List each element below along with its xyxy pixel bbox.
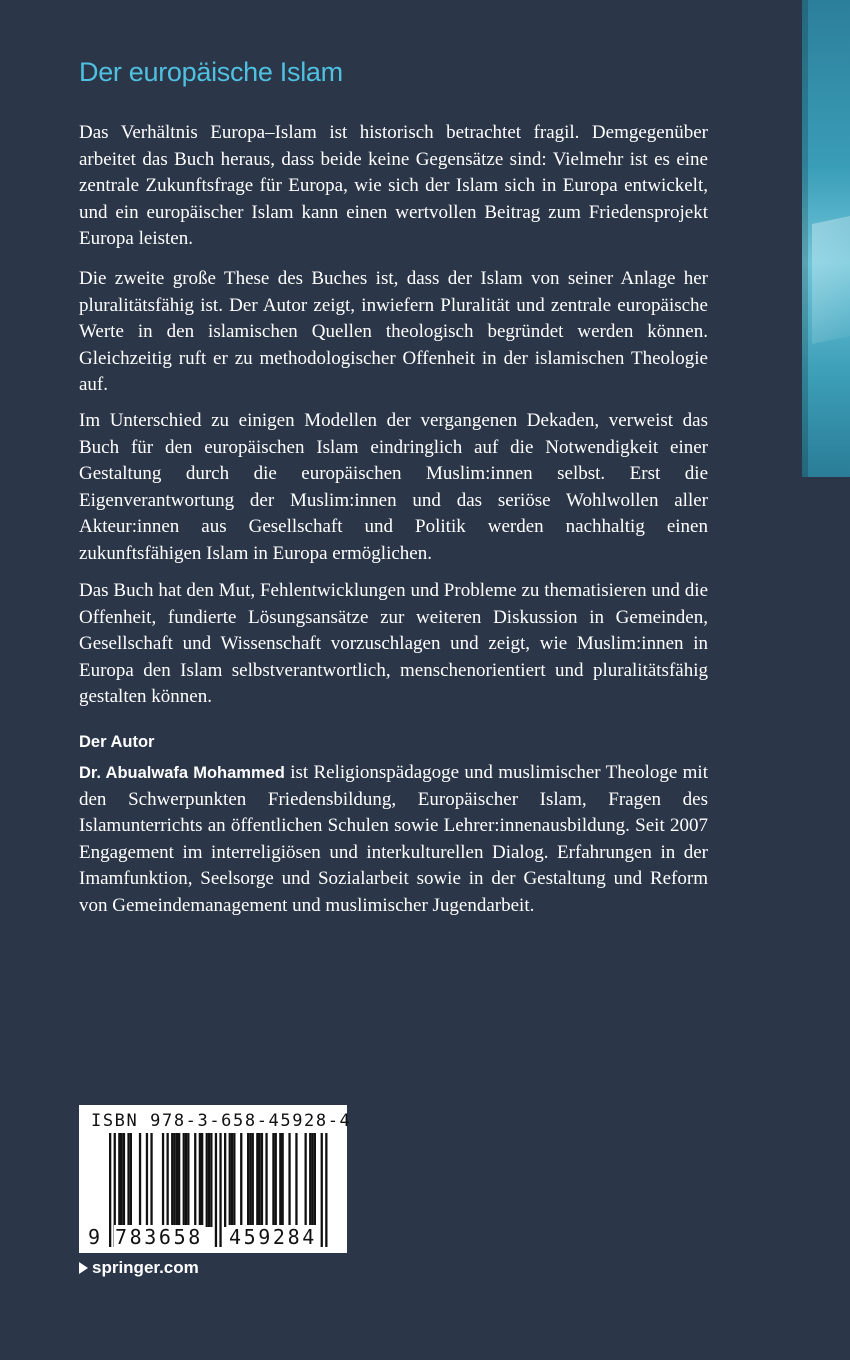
barcode-bar <box>249 1133 251 1227</box>
barcode-bar <box>194 1133 196 1227</box>
blurb-paragraph-2: Die zweite große These des Buches ist, dass der Islam von seiner Anlage her pluralitätsfähig ist. Der Autor zeigt, inwiefern Pluralität und zentrale europäische Werte in den islamischen Quellen theologisch begründet werden können. Gleichzeitig ruft er zu methodologischer Offenheit in der islamischen Theologie auf. <box>79 268 708 395</box>
barcode-bar <box>183 1133 185 1227</box>
blurb-paragraph-1: Das Verhältnis Europa–Islam ist historisch betrachtet fragil. Demgegenüber arbeitet das Buch heraus, dass beide keine Gegensätze sind: Vielmehr ist es eine zentrale Zukunftsfrage für Europa, wie sich der Islam sich in Europa entwickelt, und ein europäischer Islam kann einen wertvollen Beitrag zum Friedensprojekt Europa leisten. <box>79 122 708 249</box>
author-section-heading: Der Autor <box>79 733 155 751</box>
barcode-bar <box>231 1133 233 1227</box>
barcode-bar <box>311 1133 313 1227</box>
barcode-bar <box>178 1133 180 1227</box>
barcode-bar <box>229 1133 231 1227</box>
barcode-bar <box>199 1133 201 1227</box>
isbn-barcode <box>79 1105 352 1253</box>
barcode-digits-right: 459284 <box>229 1225 317 1249</box>
barcode-bar <box>309 1133 311 1227</box>
book-title: Der europäische Islam <box>79 57 343 87</box>
barcode-bar <box>240 1133 242 1227</box>
blurb-paragraph-4: Das Buch hat den Mut, Fehlentwicklungen und Probleme zu thematisieren und die Offenheit, fundierte Lösungsansätze zur weiteren Diskussion in Gemeinden, Gesellschaft und Wissenschaft vorzuschlagen und zeigt, wie Muslim:innen in Europa den Islam selbstverantwortlich, menschenorientiert und pluralitätsfähig gestalten können. <box>79 580 708 707</box>
barcode-bar <box>208 1133 210 1227</box>
barcode-bar <box>130 1133 132 1227</box>
barcode-bar <box>305 1133 307 1227</box>
barcode-bar <box>206 1133 208 1227</box>
author-name: Dr. Abualwafa Mohammed <box>79 764 285 782</box>
barcode-bar <box>123 1133 125 1227</box>
barcode-bar <box>187 1133 189 1227</box>
publisher-url: springer.com <box>92 1258 199 1277</box>
barcode-bar <box>259 1133 261 1227</box>
barcode-bar <box>275 1133 277 1227</box>
barcode-bar <box>185 1133 187 1227</box>
barcode-digit-first: 9 <box>88 1225 101 1249</box>
barcode-bar <box>224 1133 226 1227</box>
barcode-bar <box>139 1133 141 1227</box>
barcode-bar <box>265 1133 267 1227</box>
barcode-digits <box>79 1225 347 1249</box>
barcode-bar <box>162 1133 164 1227</box>
barcode-bar <box>252 1133 254 1227</box>
barcode-bar <box>261 1133 263 1227</box>
barcode-bar <box>127 1133 129 1227</box>
barcode-bar <box>171 1133 173 1227</box>
cover-image-strip <box>802 0 850 477</box>
barcode-bar <box>146 1133 148 1227</box>
barcode-bar <box>118 1133 120 1227</box>
author-bio-text: ist Religionspädagoge und muslimischer Theologe mit den Schwerpunkten Friedensbildung, Europäischer Islam, Fragen des Islamunterrichts an öffentlichen Schulen sowie Lehrer:innenausbildung. Seit 2007 Engagement im interreligiösen und interkulturellen Dialog. Erfahrungen in der Imamfunktion, Seelsorge und Sozialarbeit sowie in der Gestaltung und Reform von Gemeindemanagement und muslimischer Jugendarbeit. <box>79 762 708 916</box>
barcode-bar <box>256 1133 258 1227</box>
barcode-bar <box>233 1133 235 1227</box>
barcode-bar <box>282 1133 284 1227</box>
barcode-bar <box>247 1133 249 1227</box>
barcode-bar <box>176 1133 178 1227</box>
barcode-bar <box>167 1133 169 1227</box>
barcode-bar <box>121 1133 123 1227</box>
barcode-bar <box>150 1133 152 1227</box>
barcode-bar <box>288 1133 290 1227</box>
barcode-digits-left: 783658 <box>115 1225 203 1249</box>
barcode-bar <box>210 1133 212 1227</box>
barcode-bar <box>295 1133 297 1227</box>
barcode-bar <box>173 1133 175 1227</box>
barcode-bar <box>314 1133 316 1227</box>
arrow-right-icon <box>79 1262 88 1274</box>
isbn-label: ISBN 978-3-658-45928-4 <box>91 1111 352 1131</box>
blurb-paragraph-3: Im Unterschied zu einigen Modellen der vergangenen Dekaden, verweist das Buch für den europäischen Islam eindringlich auf die Notwendigkeit einer Gestaltung durch die europäischen Muslim:innen selbst. Erst die Eigenverantwortung der Muslim:innen und das seriöse Wohlwollen aller Akteur:innen aus Gesellschaft und Politik werden nachhaltig einen zukunftsfähigen Islam in Europa ermöglichen. <box>79 410 708 564</box>
barcode-bar <box>279 1133 281 1227</box>
barcode-bar <box>272 1133 274 1227</box>
barcode-bar <box>201 1133 203 1227</box>
author-bio <box>79 760 708 919</box>
publisher-link[interactable] <box>79 1258 199 1278</box>
